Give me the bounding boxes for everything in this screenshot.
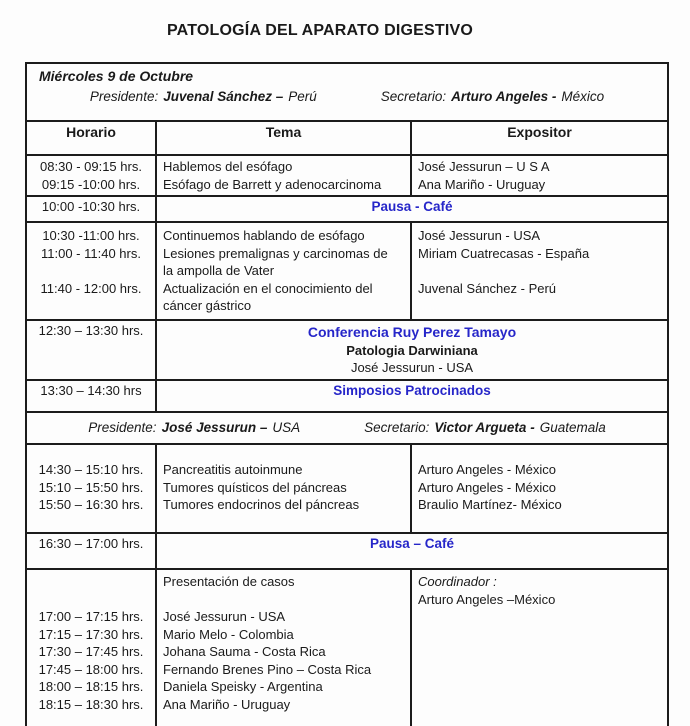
conference-title: Conferencia Ruy Perez Tamayo bbox=[307, 324, 517, 340]
col-header-expositor: Expositor bbox=[411, 121, 668, 155]
secretario-label-2: Secretario: bbox=[364, 420, 430, 435]
presidente-label: Presidente: bbox=[89, 89, 159, 104]
schedule-table bbox=[25, 62, 669, 726]
text-line: 10:30 -11:00 hrs. bbox=[42, 228, 140, 243]
text-line: 11:00 - 11:40 hrs. bbox=[41, 245, 141, 261]
presidente-label-2: Presidente: bbox=[88, 420, 157, 435]
text-line: Arturo Angeles - México bbox=[418, 479, 557, 495]
text-line bbox=[418, 262, 661, 280]
text-line: 15:10 – 15:50 hrs. bbox=[38, 479, 144, 495]
text-line: Presentación de casos bbox=[163, 574, 295, 589]
cases-coordinator-cell bbox=[411, 569, 668, 726]
text-line: 17:30 – 17:45 hrs. bbox=[38, 644, 144, 659]
presidente-group-2 bbox=[88, 417, 300, 439]
session-2-tema bbox=[156, 222, 411, 320]
conference-row bbox=[26, 320, 668, 380]
text-line: Daniela Speisky - Argentina bbox=[163, 679, 323, 694]
session-1-tema bbox=[156, 155, 411, 196]
text-line: 17:00 – 17:15 hrs. bbox=[38, 609, 144, 624]
cases-tema bbox=[156, 569, 411, 726]
text-line: José Jessurun - USA bbox=[418, 228, 541, 243]
text-line: 17:45 – 18:00 hrs. bbox=[38, 661, 144, 677]
presidente-name-2: José Jessurun – bbox=[161, 420, 268, 435]
text-line: Tumores quísticos del páncreas bbox=[163, 479, 347, 495]
day-header-row bbox=[26, 63, 668, 121]
text-line: Mario Melo - Colombia bbox=[163, 626, 294, 642]
session-3-tema bbox=[156, 444, 411, 533]
break-1-horario: 10:00 -10:30 hrs. bbox=[26, 196, 156, 222]
conference-subtitle: Patologia Darwiniana bbox=[346, 343, 478, 358]
simposios-horario: 13:30 – 14:30 hrs bbox=[26, 380, 156, 412]
column-header-row bbox=[26, 121, 668, 155]
break-row-2 bbox=[26, 533, 668, 569]
presidente-name: Juvenal Sánchez – bbox=[163, 89, 284, 104]
text-line: 17:15 – 17:30 hrs. bbox=[38, 626, 144, 642]
text-line: Fernando Brenes Pino – Costa Rica bbox=[163, 661, 372, 677]
text-line: 14:30 – 15:10 hrs. bbox=[38, 462, 144, 477]
text-line: cáncer gástrico bbox=[163, 298, 252, 313]
presidente-country-2: USA bbox=[272, 420, 301, 435]
day-header-cell bbox=[26, 63, 668, 121]
session-row-morning-1 bbox=[26, 155, 668, 196]
coordinador-label: Coordinador : bbox=[418, 574, 497, 589]
conference-cell bbox=[156, 320, 668, 380]
officials-line-1 bbox=[33, 86, 661, 108]
officials-line-2 bbox=[33, 417, 661, 439]
text-line: José Jessurun – U S A bbox=[418, 159, 550, 174]
cases-horario bbox=[26, 569, 156, 726]
text-line: Ana Mariño - Uruguay bbox=[418, 176, 546, 192]
text-line: Ana Mariño - Uruguay bbox=[163, 696, 291, 712]
text-line: 18:15 – 18:30 hrs. bbox=[38, 696, 144, 712]
officials-cell-2 bbox=[26, 412, 668, 444]
text-line: 15:50 – 16:30 hrs. bbox=[38, 497, 144, 512]
text-line: Continuemos hablando de esófago bbox=[163, 228, 365, 243]
text-line: Tumores endocrinos del páncreas bbox=[163, 497, 360, 512]
text-line bbox=[33, 262, 149, 280]
break-2-horario: 16:30 – 17:00 hrs. bbox=[26, 533, 156, 569]
text-line: José Jessurun - USA bbox=[163, 609, 286, 624]
text-line: 11:40 - 12:00 hrs. bbox=[40, 280, 142, 296]
text-line: Arturo Angeles - México bbox=[418, 462, 557, 477]
text-line: 09:15 -10:00 hrs. bbox=[41, 176, 141, 192]
text-line: Miriam Cuatrecasas - España bbox=[418, 245, 590, 261]
page-title: PATOLOGÍA DEL APARATO DIGESTIVO bbox=[166, 22, 474, 39]
day-title: Miércoles 9 de Octubre bbox=[39, 68, 194, 84]
session-1-horario bbox=[26, 155, 156, 196]
text-line: Lesiones premalignas y carcinomas de bbox=[163, 245, 388, 261]
session-3-expositor bbox=[411, 444, 668, 533]
secretario-label: Secretario: bbox=[380, 89, 447, 104]
secretario-name-2: Victor Argueta - bbox=[434, 420, 535, 435]
session-row-afternoon bbox=[26, 444, 668, 533]
col-header-horario: Horario bbox=[26, 121, 156, 155]
secretario-group-1 bbox=[381, 86, 604, 108]
simposios-row bbox=[26, 380, 668, 412]
text-line bbox=[163, 591, 404, 609]
session-3-horario bbox=[26, 444, 156, 533]
text-line bbox=[33, 573, 149, 591]
text-line: 08:30 - 09:15 hrs. bbox=[40, 159, 142, 174]
session-2-expositor bbox=[411, 222, 668, 320]
text-line: Pancreatitis autoinmune bbox=[163, 462, 303, 477]
session-row-morning-2 bbox=[26, 222, 668, 320]
break-1-label: Pausa - Café bbox=[156, 196, 668, 222]
secretario-country-2: Guatemala bbox=[539, 420, 606, 435]
text-line: Actualización en el conocimiento del bbox=[163, 280, 373, 296]
case-presentation-row bbox=[26, 569, 668, 726]
text-line: Johana Sauma - Costa Rica bbox=[163, 644, 326, 659]
session-2-horario bbox=[26, 222, 156, 320]
conference-horario: 12:30 – 13:30 hrs. bbox=[26, 320, 156, 380]
secretario-name: Arturo Angeles - bbox=[451, 89, 557, 104]
presidente-country: Perú bbox=[288, 89, 317, 104]
officials-row-2 bbox=[26, 412, 668, 444]
secretario-group-2 bbox=[364, 417, 606, 439]
text-line: Hablemos del esófago bbox=[163, 159, 293, 174]
text-line: la ampolla de Vater bbox=[163, 263, 275, 278]
conference-speaker: José Jessurun - USA bbox=[350, 360, 474, 375]
simposios-label: Simposios Patrocinados bbox=[156, 380, 668, 412]
break-2-label: Pausa – Café bbox=[156, 533, 668, 569]
text-line bbox=[33, 591, 149, 609]
text-line: Esófago de Barrett y adenocarcinoma bbox=[163, 176, 382, 192]
col-header-tema: Tema bbox=[156, 121, 411, 155]
coordinador-name: Arturo Angeles –México bbox=[418, 591, 556, 607]
break-row-1 bbox=[26, 196, 668, 222]
text-line: Juvenal Sánchez - Perú bbox=[418, 280, 557, 296]
session-1-expositor bbox=[411, 155, 668, 196]
text-line: 18:00 – 18:15 hrs. bbox=[38, 679, 144, 694]
secretario-country: México bbox=[561, 89, 605, 104]
text-line: Braulio Martínez- México bbox=[418, 497, 562, 512]
presidente-group-1 bbox=[90, 86, 317, 108]
